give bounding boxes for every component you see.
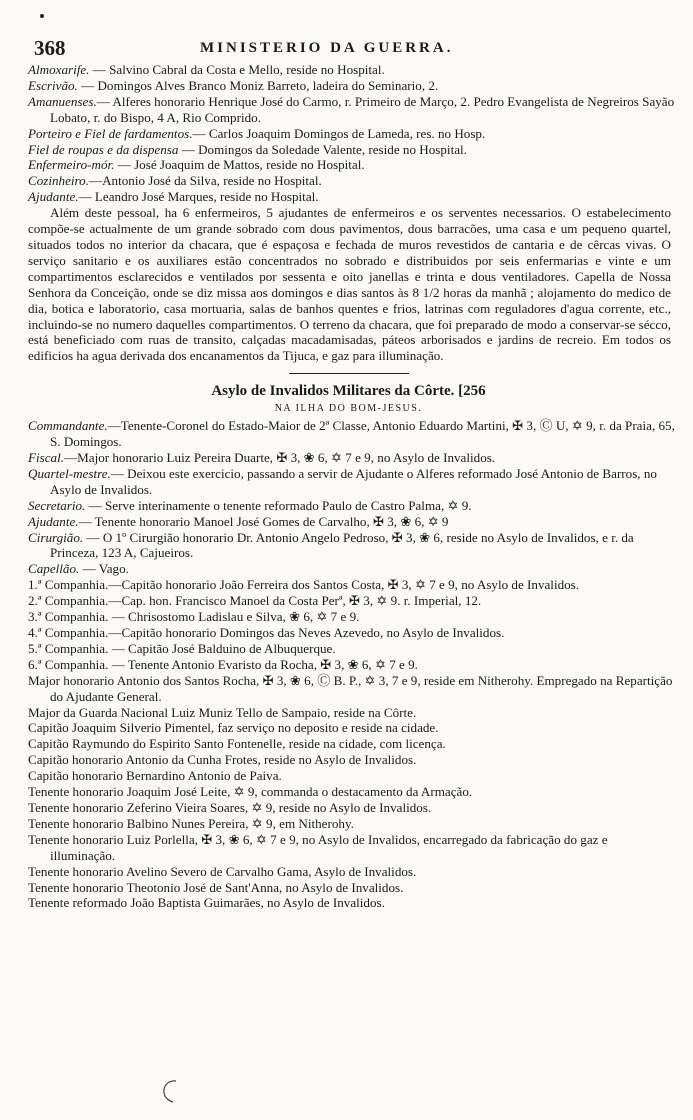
- entry-item: [22, 530, 675, 562]
- entry-item: [22, 609, 675, 625]
- entry-item: [22, 157, 675, 173]
- entry-item: [22, 625, 675, 641]
- entry-text: Tenente honorario Joaquim José Leite, ✡ 9, commanda o destacamento da Armação.: [28, 784, 473, 800]
- entry-item: [22, 705, 675, 721]
- entry-item: [22, 880, 675, 896]
- entry-text: Capitão honorario Antonio da Cunha Frotes, reside no Asylo de Invalidos.: [28, 752, 417, 768]
- entry-item: [22, 418, 675, 450]
- entry-item: [22, 784, 675, 800]
- entry-text: — Domingos Alves Branco Moniz Barreto, ladeira do Seminario, 2.: [77, 77, 439, 93]
- entry-item: [22, 864, 675, 880]
- entry-text: —Antonio José da Silva, reside no Hospital.: [89, 173, 322, 189]
- entry-role: Capellão.: [28, 561, 80, 577]
- section-subtitle: NA ILHA DO BOM-JESUS.: [274, 403, 423, 415]
- entry-text: Tenente honorario Balbino Nunes Pereira, ✡ 9, em Nitherohy.: [28, 815, 354, 831]
- entry-role: Almoxarife.: [28, 62, 90, 77]
- page-number: 368: [34, 36, 66, 60]
- entry-text: — José Joaquim de Mattos, reside no Hospital.: [114, 157, 365, 173]
- page-header: [22, 36, 675, 62]
- entry-text: Capitão Joaquim Silverio Pimentel, faz serviço no deposito e reside na cidade.: [28, 720, 439, 736]
- entry-text: — Carlos Joaquim Domingos de Lameda, res. no Hosp.: [192, 125, 486, 141]
- entry-role: Cozinheiro.: [28, 173, 89, 189]
- section1-entry-list: [22, 62, 675, 205]
- entry-role: Fiel de roupas e da dispensa: [28, 141, 179, 157]
- entry-text: Tenente honorario Zeferino Vieira Soares, ✡ 9, reside no Asylo de Invalidos.: [28, 799, 432, 815]
- entry-item: [22, 126, 675, 142]
- entry-text: 4.ª Companhia.—Capitão honorario Domingos das Neves Azevedo, no Asylo de Invalidos.: [28, 625, 505, 640]
- entry-text: — Leandro José Marques, reside no Hospital.: [78, 189, 319, 205]
- entry-role: Quartel-mestre.: [28, 465, 111, 481]
- ink-mark-decoration: [160, 1078, 180, 1104]
- entry-text: —Major honorario Luiz Pereira Duarte, ✠ 3, ❀ 6, ✡ 7 e 9, no Asylo de Invalidos.: [64, 450, 496, 466]
- entry-text: — Salvino Cabral da Costa e Mello, reside no Hospital.: [89, 62, 385, 77]
- entry-role: Fiscal.: [28, 450, 65, 466]
- entry-item: [22, 62, 675, 78]
- section-title: Asylo de Invalidos Militares da Côrte. [256: [211, 383, 486, 400]
- entry-role: Ajudante.: [28, 189, 79, 205]
- entry-item: [22, 173, 675, 189]
- entry-text: Tenente honorario Theotonio José de Sant'Anna, no Asylo de Invalidos.: [28, 879, 404, 895]
- entry-role: Amanuenses.: [28, 93, 97, 109]
- entry-text: 5.ª Companhia. — Capitão José Balduino de Albuquerque.: [28, 640, 336, 656]
- entry-item: [22, 720, 675, 736]
- entry-text: Capitão honorario Bernardino Antonio de Paiva.: [28, 768, 282, 784]
- entry-item: [22, 736, 675, 752]
- entry-text: 2.ª Companhia.—Cap. hon. Francisco Manoel da Costa Perª, ✠ 3, ✡ 9. r. Imperial, 12.: [28, 593, 482, 609]
- entry-text: 3.ª Companhia. — Chrisostomo Ladislau e Silva, ❀ 6, ✡ 7 e 9.: [28, 609, 360, 625]
- entry-text: — Serve interinamente o tenente reformado Paulo de Castro Palma, ✡ 9.: [85, 497, 472, 513]
- entry-item: [22, 657, 675, 673]
- entry-item: [22, 94, 675, 126]
- entry-item: [22, 832, 675, 864]
- entry-text: Tenente honorario Avelino Severo de Carvalho Gama, Asylo de Invalidos.: [28, 863, 417, 879]
- entry-item: [22, 752, 675, 768]
- entry-text: 1.ª Companhia.—Capitão honorario João Ferreira dos Santos Costa, ✠ 3, ✡ 7 e 9, no Asylo de Invalidos.: [28, 577, 580, 593]
- entry-item: [22, 673, 675, 705]
- entry-text: Tenente honorario Luiz Porlella, ✠ 3, ❀ 6, ✡ 7 e 9, no Asylo de Invalidos, encarregado da fabricação do gaz e illuminação.: [28, 831, 608, 863]
- entry-text: — Domingos da Soledade Valente, reside no Hospital.: [178, 141, 467, 157]
- entry-item: [22, 641, 675, 657]
- entry-item: [22, 498, 675, 514]
- body-paragraph: Além deste pessoal, ha 6 enfermeiros, 5 ajudantes de enfermeiros e os serventes necessarios. O estabelecimento compõe-se actualmente de um grande sobrado com dous pavimentos, dous barracões, uma casa e um pequeno quartel, situados todos no interior da chacara, que é espaçosa e fechada de muros revestidos de cantaria e de cêrcas vivas. O serviço sanitario e os auxiliares estão concentrados no sobrado e distribuidos por seis enfermarias e vinte e um compartimentos esclarecidos e ventilados por sessenta e oito janellas e trinta e dous ventiladores. Capella de Nossa Senhora da Conceição, onde se diz missa aos domingos e dias santos às 8 1/2 horas da manhã ; alojamento do medico de dia, botica e laboratorio, casa mortuaria, salas de banhos quentes e frios, latrinas com reguladores d'agua corrente, etc., incluindo-se no numero daquelles compartimentos. O terreno da chacara, que foi preparado de modo a conservar-se sécco, está beneficiado com ruas de transito, calçadas macadamisadas, páteos arborisados e jardins de recreio. Em todos os edificios ha agua derivada dos encanamentos da Tijuca, e gaz para illuminação.: [28, 205, 671, 364]
- entry-item: [22, 577, 675, 593]
- entry-item: [22, 189, 675, 205]
- entry-item: [22, 561, 675, 577]
- entry-role: Commandante.: [28, 418, 108, 434]
- entry-item: [22, 514, 675, 530]
- entry-item: [22, 78, 675, 94]
- entry-text: — Vago.: [79, 561, 129, 577]
- entry-text: — Alferes honorario Henrique José do Carmo, r. Primeiro de Março, 2. Pedro Evangelista de Negreiros Sayão Lobato, r. do Bispo, 4 A, Rio Comprido.: [50, 93, 675, 125]
- entry-item: [22, 450, 675, 466]
- entry-role: Secretario.: [28, 497, 86, 513]
- ink-dot: [40, 14, 44, 18]
- entry-role: Escrivão.: [28, 77, 78, 93]
- entry-role: Cirurgião.: [28, 529, 84, 545]
- entry-text: —Tenente-Coronel do Estado-Maior de 2ª Classe, Antonio Eduardo Martini, ✠ 3, Ⓒ U, ✡ 9, r. da Praia, 65, S. Domingos.: [50, 418, 675, 450]
- entry-role: Ajudante.: [28, 513, 79, 529]
- entry-item: [22, 142, 675, 158]
- entry-item: [22, 800, 675, 816]
- entry-text: Major honorario Antonio dos Santos Rocha, ✠ 3, ❀ 6, Ⓒ B. P., ✡ 3, 7 e 9, reside em Nitherohy. Empregado na Repartição do Ajudante General.: [28, 672, 673, 704]
- entry-item: [22, 768, 675, 784]
- entry-text: Major da Guarda Nacional Luiz Muniz Tello de Sampaio, reside na Côrte.: [28, 704, 417, 720]
- entry-item: [22, 895, 675, 911]
- running-title: MINISTERIO DA GUERRA.: [200, 40, 454, 56]
- section2-entry-list: [22, 418, 675, 911]
- entry-text: — Tenente honorario Manoel José Gomes de Carvalho, ✠ 3, ❀ 6, ✡ 9: [78, 513, 449, 529]
- section-divider: [289, 373, 409, 374]
- entry-text: 6.ª Companhia. — Tenente Antonio Evaristo da Rocha, ✠ 3, ❀ 6, ✡ 7 e 9.: [28, 656, 418, 672]
- entry-item: [22, 593, 675, 609]
- entry-role: Enfermeiro-mór.: [28, 157, 115, 173]
- entry-text: Capitão Raymundo do Espirito Santo Fontenelle, reside na cidade, com licença.: [28, 736, 446, 752]
- entry-text: Tenente reformado João Baptista Guimarães, no Asylo de Invalidos.: [28, 895, 385, 911]
- entry-text: — O 1º Cirurgião honorario Dr. Antonio Angelo Pedroso, ✠ 3, ❀ 6, reside no Asylo de Invalidos, e r. da Princeza, 123 A, Cajueiros.: [50, 529, 634, 561]
- entry-item: [22, 816, 675, 832]
- entry-role: Porteiro e Fiel de fardamentos.: [28, 125, 193, 141]
- entry-item: [22, 466, 675, 498]
- entry-text: — Deixou este exercicio, passando a servir de Ajudante o Alferes reformado José Antonio de Barros, no Asylo de Invalidos.: [50, 465, 657, 497]
